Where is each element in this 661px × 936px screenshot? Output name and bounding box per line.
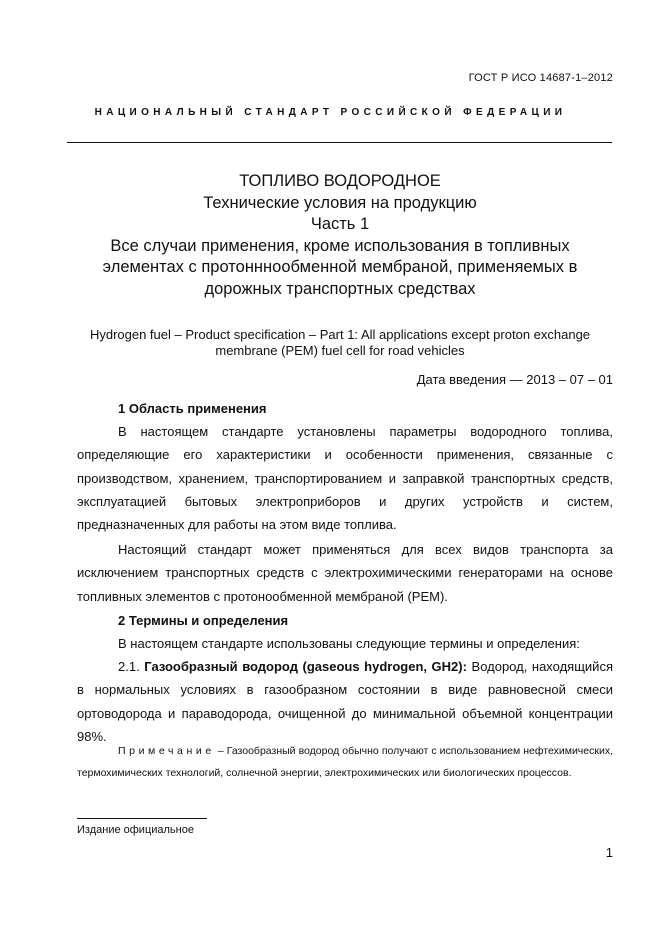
main-body <box>77 397 613 748</box>
section-1-paragraph-2: Настоящий стандарт может применяться для всех видов транспорта за исключением транспортных средств с электрохимическими генераторами на основе топливных элементов с протонообменной мембраной (PEM). <box>77 542 613 604</box>
introduction-date: Дата введения — 2013 – 07 – 01 <box>416 372 613 387</box>
note <box>77 741 613 784</box>
footer-divider <box>77 818 207 819</box>
standard-code: ГОСТ Р ИСО 14687-1–2012 <box>468 72 613 84</box>
note-label: Примечание <box>118 745 215 757</box>
definition-number: 2.1. <box>118 659 140 675</box>
definition-2-1 <box>77 655 613 748</box>
national-standard-heading: НАЦИОНАЛЬНЫЙ СТАНДАРТ РОССИЙСКОЙ ФЕДЕРАЦИИ <box>94 107 567 118</box>
header-divider <box>67 142 612 143</box>
definition-term: Газообразный водород (gaseous hydrogen, GH2): <box>144 659 467 675</box>
english-title: Hydrogen fuel – Product specification – Part 1: All applications except proton exchange membrane (PEM) fuel cell for road vehicles <box>89 327 591 358</box>
edition-label: Издание официальное <box>77 824 194 836</box>
section-2-paragraph-1: В настоящем стандарте использованы следующие термины и определения: <box>118 636 580 652</box>
section-1-heading: 1 Область применения <box>118 401 267 416</box>
definition-text: Водород, находящийся в нормальных условиях в газообразном состоянии в виде равновесной смеси ортоводорода и параводорода, очищенной до минимальной объемной концентрации 98%. <box>77 659 613 744</box>
section-2-heading: 2 Термины и определения <box>118 612 289 628</box>
document-title <box>60 171 620 300</box>
title-line-4: Все случаи применения, кроме использования в топливных <box>110 236 570 255</box>
note-text: – Газообразный водород обычно получают с использованием нефтехимических, термохимических технологий, солнечной энергии, электрохимических или биологических процессов. <box>77 745 613 779</box>
title-line-6: дорожных транспортных средствах <box>204 279 476 298</box>
page-number: 1 <box>605 845 613 860</box>
title-line-1: ТОПЛИВО ВОДОРОДНОЕ <box>239 172 441 190</box>
title-line-2: Технические условия на продукцию <box>203 193 477 212</box>
section-1-paragraph-1: В настоящем стандарте установлены параметры водородного топлива, определяющие его характеристики и особенности применения, связанные с производством, хранением, транспортированием и заправкой транспортных средств, эксплуатацией бытовых электроприборов и других устройств и систем, предназначенных для работы на этом виде топлива. <box>77 424 613 533</box>
title-line-5: элементах с протонннообменной мембраной, применяемых в <box>102 258 578 276</box>
title-line-3: Часть 1 <box>310 215 370 233</box>
